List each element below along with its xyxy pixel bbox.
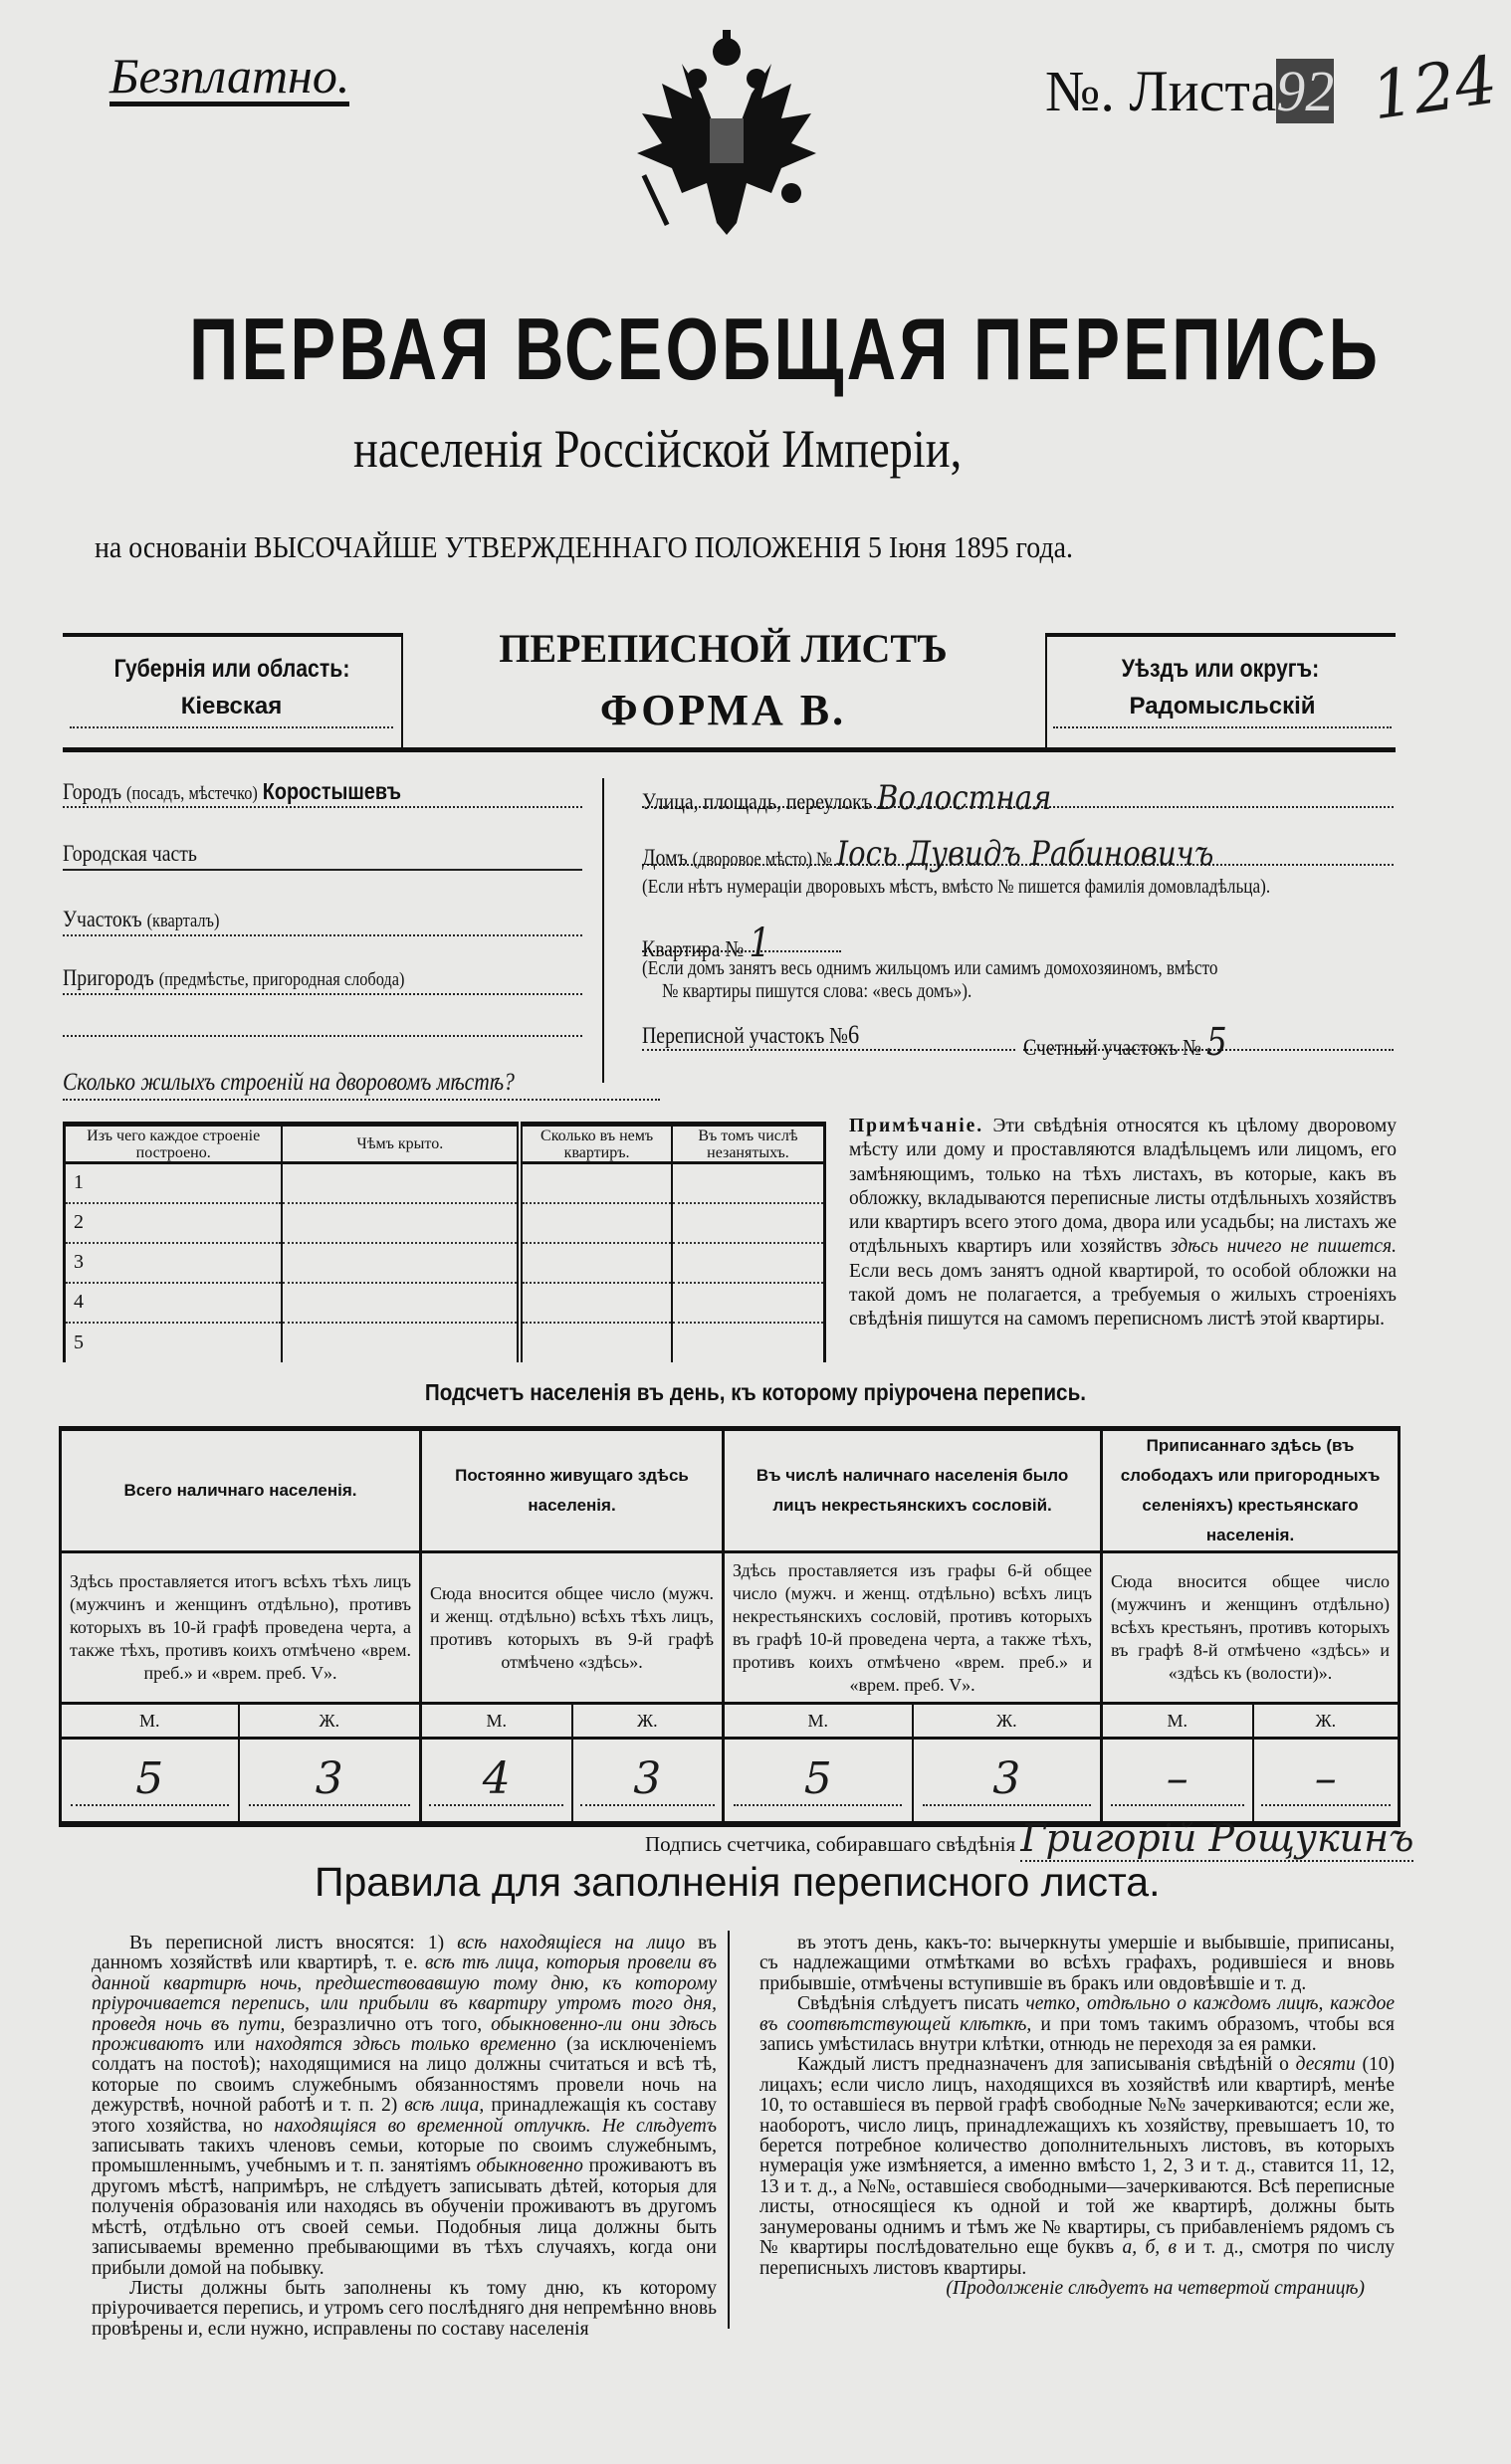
text: въ этотъ день, какъ-то: вычеркнуты умершіе и выбывшіе, приписаны, съ надлежащими отмѣтками во всѣхъ графахъ, родившіеся и вновь прибывшіе, отмѣчены вступившіе въ бракъ или овдовѣвшіе и т. д. [759,1933,1395,1994]
text: и при томъ такимъ образомъ, чтобы вся запись умѣстилась внутри клѣтки, отнюдь не переходя за ея рамки. [759,2013,1395,2056]
apartment-field[interactable] [642,921,841,966]
rules-paragraph [759,1934,1395,1994]
street-label: Улица, площадь, переулокъ [642,789,872,814]
female-count: 3 [580,1753,715,1806]
male-label: М. [724,1704,913,1739]
group-heading: Постоянно живущаго здѣсь населенія. [421,1429,724,1552]
row-number: 2 [65,1203,283,1243]
province-label: Губернія или область: [113,655,350,683]
male-count: 5 [734,1753,902,1806]
sheet-number-label: №. Листа [1045,59,1277,123]
city-field[interactable] [63,778,582,808]
census-district-field[interactable] [642,1020,1015,1051]
cell[interactable] [520,1163,672,1203]
apartment-value: 1 [749,921,771,966]
text: или [203,2034,256,2056]
emphasis-text: обыкновенно [476,2156,583,2177]
document-subtitle: населенія Россійской Имперіи, [353,419,963,479]
sheet-number-value: 92 [1276,59,1335,123]
continuation-note: (Продолженіе слѣдуетъ на четвертой страницѣ) [946,2277,1365,2299]
text: записывать такихъ членовъ семьи, которые по своимъ служебнымъ, промышленнымъ, учебнымъ и т. п. занятіямъ [92,2136,717,2177]
group-description: Здѣсь проставляется итогъ всѣхъ тѣхъ лицъ (мужчинъ и женщинъ отдѣльно), противъ которыхъ въ 10-й графѣ проведена черта, а также тѣхъ, противъ коихъ отмѣчено «врем. преб.» и «врем. преб. V». [61,1552,421,1704]
emphasis-text: четко, отдѣльно о каждомъ лицѣ, каждое въ соотвѣтствующей клѣткѣ, [759,1993,1395,2035]
table-row [65,1243,825,1283]
text: (10) лицахъ; если число лицъ, находящихся въ хозяйствѣ или квартирѣ, менѣе 10, то оставшіеся въ первой графѣ свободные №№ зачеркиваются; если же, наоборотъ, число лицъ, принадлежащихъ къ хозяйству, превышаетъ 10, то берется потребное количество дополнительныхъ листовъ, въ которыхъ нумерація уже измѣняется, а именно вмѣсто 1, 2, 3 и т. д., ставится 11, 12, 13 и т. д., а №№, оставшіеся свободными—зачеркиваются. Всѣ переписные листы, относящіеся къ одной и той же квартирѣ, должны быть занумерованы однимъ и тѣмъ же № квартиры, съ прибавленіемъ рядомъ съ № квартиры послѣдовательно еще буквъ [759,2054,1395,2259]
rules-paragraph [759,1994,1395,2055]
table-row [65,1283,825,1323]
divider [1045,633,1047,750]
female-count-cell[interactable] [913,1739,1102,1824]
house-note: (Если нѣтъ нумераціи дворовыхъ мѣстъ, вмѣсто № пишется фамилія домовладѣльца). [642,876,1271,898]
cell[interactable] [282,1163,520,1203]
note-text-italic: здѣсь ничего не пишется. [1171,1236,1397,1258]
group-description: Сюда вносится общее число (мужчинъ и женщинъ отдѣльно) всѣхъ крестьянъ, противъ которыхъ въ графѣ 8-й отмѣчено «здѣсь» и «здѣсь къ (волости)». [1102,1552,1400,1704]
suburb-label: Пригородъ [63,965,154,990]
house-label: Домъ [642,845,688,870]
male-label: М. [421,1704,572,1739]
cell[interactable] [672,1243,825,1283]
precinct-hint: (кварталъ) [146,911,220,931]
male-label: М. [1102,1704,1253,1739]
cell[interactable] [520,1323,672,1362]
city-value: Коростышевъ [262,778,402,804]
apartment-note: (Если домъ занятъ весь однимъ жильцомъ или самимъ домохозяиномъ, вмѣсто [642,957,1218,979]
text: проживаютъ въ другомъ мѣстѣ, напримѣръ, не слѣдуетъ записывать дѣтей, которыя для полученія образованія или находясь въ обученіи проживаютъ въ другомъ мѣстѣ, отдѣльно отъ своей семьи. Подобныя лица должны быть записываемы временно пребывающими въ тѣхъ случаяхъ, когда они прибыли домой на побывку. [92,2156,717,2279]
emphasis-text: всѣ тѣ лица, которыя провели въ данной квартирѣ ночь, предшествовавшую тому дню, къ которому пріурочивается перепись, или прибыли въ квартиру утромъ того дня, проведя ночь въ пути, [92,1952,717,2035]
province-value: Кіевская [70,693,393,728]
census-district-value: 6 [848,1020,860,1049]
suburb-field[interactable] [63,965,582,995]
city-hint: (посадъ, мѣстечко) [126,783,258,804]
count-district-field[interactable] [1023,1020,1394,1064]
note-label: Примѣчаніе. [849,1116,984,1136]
cell[interactable] [520,1243,672,1283]
text: принадлежащія къ составу этого хозяйства, но [92,2095,717,2137]
group-description: Сюда вносится общее число (мужч. и женщ. отдѣльно) всѣхъ тѣхъ лицъ, противъ которыхъ въ 9-й графѣ отмѣчено «здѣсь». [421,1552,724,1704]
note-paragraph [849,1115,1397,1333]
district-label: Уѣздъ или округъ: [1121,655,1320,683]
free-of-charge-label: Безплатно. [109,50,349,106]
divider [63,633,401,637]
census-district-label: Переписной участокъ № [642,1023,849,1048]
apartment-label: Квартира № [642,936,745,961]
text: Въ переписной листъ вносятся: 1) [129,1933,458,1953]
signature-value: Григорій Рощукинъ [1020,1816,1414,1860]
text: въ данномъ хозяйствѣ или квартирѣ, т. е. [92,1933,717,1974]
precinct-field[interactable] [63,907,582,936]
text: (за исключеніемъ солдатъ на постоѣ); находящимися на лицо должны считаться и всѣ тѣ, которые по своимъ служебнымъ обязанностямъ провели ночь на дежурствѣ, ночной работѣ и т. п. 2) [92,2034,717,2117]
district-value: Радомысльскій [1053,693,1392,728]
group-description: Здѣсь проставляется изъ графы 6-й общее число (мужч. и женщ. отдѣльно) всѣхъ лицъ некрестьянскихъ сословій, противъ которыхъ въ графѣ 10-й проведена черта, а также тѣхъ, противъ коихъ отмѣчено «врем. преб.» и «врем. преб. V». [724,1552,1102,1704]
table-row [65,1323,825,1362]
female-label: Ж. [239,1704,421,1739]
precinct-label: Участокъ [63,907,142,931]
female-count-cell[interactable] [239,1739,421,1824]
signature-label: Подпись счетчика, собиравшаго свѣдѣнія [645,1832,1016,1856]
row-number: 1 [65,1163,283,1203]
male-count-cell[interactable] [1102,1739,1253,1824]
emphasis-text: всѣ лица, [404,2095,485,2117]
cell[interactable] [672,1323,825,1362]
text: Свѣдѣнія слѣдуетъ писать [797,1993,1026,2015]
count-district-value: 5 [1205,1020,1227,1064]
city-label: Городъ [63,779,122,804]
male-count: 4 [429,1753,563,1806]
blank-field[interactable] [63,1007,582,1037]
row-number: 4 [65,1283,283,1323]
note-text: Если весь домъ занятъ одной квартирой, то особой обложки на такой домъ не полагается, а требуемыя о жилыхъ строеніяхъ свѣдѣнія пишутся на самомъ переписномъ листѣ этой квартиры. [849,1260,1397,1331]
form-name: ФОРМА В. [599,686,847,734]
column-material: Изъ чего каждое строеніе построено. [65,1125,283,1163]
enumerator-signature [645,1816,1413,1860]
suburb-hint: (предмѣстье, пригородная слобода) [158,969,405,990]
divider [1045,633,1396,637]
group-heading: Всего наличнаго населенія. [61,1429,421,1552]
buildings-table [63,1122,826,1362]
emphasis-text: десяти [1295,2054,1356,2076]
female-count: 3 [249,1753,410,1806]
note-text: Эти свѣдѣнія относятся къ цѣлому дворовому мѣсту или дому и проставляются владѣльцемъ или лицомъ, его замѣняющимъ, только на тѣхъ листахъ, въ которые, какъ въ обложку, вкладываются переписные листы отдѣльныхъ хозяйствъ или квартиръ всего этого дома, двора или усадьбы; на листахъ же отдѣльныхъ квартиръ или хозяйствъ [849,1116,1397,1258]
text: Листы должны быть заполнены къ тому дню, къ которому пріурочивается перепись, и утромъ сего послѣдняго дня непремѣнно вновь провѣрены и, если нужно, исправлены по составу населенія [92,2277,717,2340]
emphasis-text: находящіяся во временной отлучкѣ. Не слѣдуетъ [274,2115,718,2137]
form-title: ПЕРЕПИСНОЙ ЛИСТЪ [499,626,948,671]
emphasis-text: а, б, в [1122,2237,1178,2259]
rules-paragraph [92,2279,717,2340]
city-part-field[interactable] [63,841,582,871]
cell[interactable] [672,1163,825,1203]
column-roof: Чѣмъ крыто. [282,1125,520,1163]
column-apartments: Сколько въ немъ квартиръ. [520,1125,672,1163]
rules-paragraph [759,2055,1395,2278]
emphasis-text: обыкновенно-ли они здѣсь проживаютъ [92,2013,717,2056]
female-label: Ж. [572,1704,724,1739]
female-count-cell[interactable] [572,1739,724,1824]
rules-paragraph [92,1934,717,2279]
count-district-label: Счетный участокъ № [1023,1035,1202,1060]
female-count-cell[interactable] [1253,1739,1400,1824]
rules-column-left [92,1934,717,2340]
table-row [65,1163,825,1203]
row-number: 3 [65,1243,283,1283]
male-count: – [1111,1753,1245,1806]
street-value: Волостная [876,778,1052,818]
cell[interactable] [282,1243,520,1283]
emphasis-text: всѣ находящіеся на лицо [457,1933,686,1953]
female-label: Ж. [913,1704,1102,1739]
house-field[interactable] [642,834,1394,874]
female-label: Ж. [1253,1704,1400,1739]
document-title: ПЕРВАЯ ВСЕОБЩАЯ ПЕРЕПИСЬ [189,300,1382,398]
city-part-label: Городская часть [63,841,197,866]
cell[interactable] [672,1203,825,1243]
cell[interactable] [282,1283,520,1323]
group-heading: Приписаннаго здѣсь (въ слободахъ или пригородныхъ селеніяхъ) крестьянскаго населенія. [1102,1429,1400,1552]
text: Каждый листъ предназначенъ для записыванія свѣдѣній о [797,2054,1296,2076]
table-row [65,1203,825,1243]
column-vacant: Въ томъ числѣ незанятыхъ. [672,1125,825,1163]
cell[interactable] [282,1323,520,1362]
cell[interactable] [520,1283,672,1323]
text: и т. д., смотря по числу переписныхъ листовъ квартиры. [759,2237,1395,2279]
divider [602,778,604,1083]
male-count-cell[interactable] [421,1739,572,1824]
male-count-cell[interactable] [61,1739,239,1824]
buildings-question: Сколько жилыхъ строеній на дворовомъ мѣстѣ? [63,1069,515,1096]
cell[interactable] [672,1283,825,1323]
female-count: 3 [923,1753,1091,1806]
double-headed-eagle-icon [622,24,831,238]
group-heading: Въ числѣ наличнаго населенія было лицъ некрестьянскихъ сословій. [724,1429,1102,1552]
handwritten-page-mark: 124 [1367,41,1502,135]
population-count-title: Подсчетъ населенія въ день, къ которому пріурочена перепись. [424,1379,1087,1405]
column-divider [728,1931,730,2329]
legal-basis: на основаніи ВЫСОЧАЙШЕ УТВЕРЖДЕННАГО ПОЛОЖЕНІЯ 5 Іюня 1895 года. [95,529,1074,564]
male-count: 5 [71,1753,229,1806]
house-hint: (дворовое мѣсто) № [692,849,832,870]
rules-column-right [759,1934,1395,2299]
emphasis-text: находятся здѣсь только временно [255,2034,556,2056]
population-table [59,1426,1401,1827]
male-count-cell[interactable] [724,1739,913,1824]
text: безразлично отъ того, [285,2013,492,2035]
sheet-number [1045,58,1334,124]
buildings-question-field[interactable] [63,1069,660,1101]
street-field[interactable] [642,778,1394,818]
female-count: – [1261,1753,1391,1806]
row-number: 5 [65,1323,283,1362]
cell[interactable] [520,1203,672,1243]
house-value: Іось Дувидъ Рабиновичъ [836,834,1214,874]
rules-title: Правила для заполненія переписного листа. [315,1859,1161,1905]
cell[interactable] [282,1203,520,1243]
male-label: М. [61,1704,239,1739]
apartment-note-cont: № квартиры пишутся слова: «весь домъ»). [662,980,972,1002]
divider [63,747,1396,752]
